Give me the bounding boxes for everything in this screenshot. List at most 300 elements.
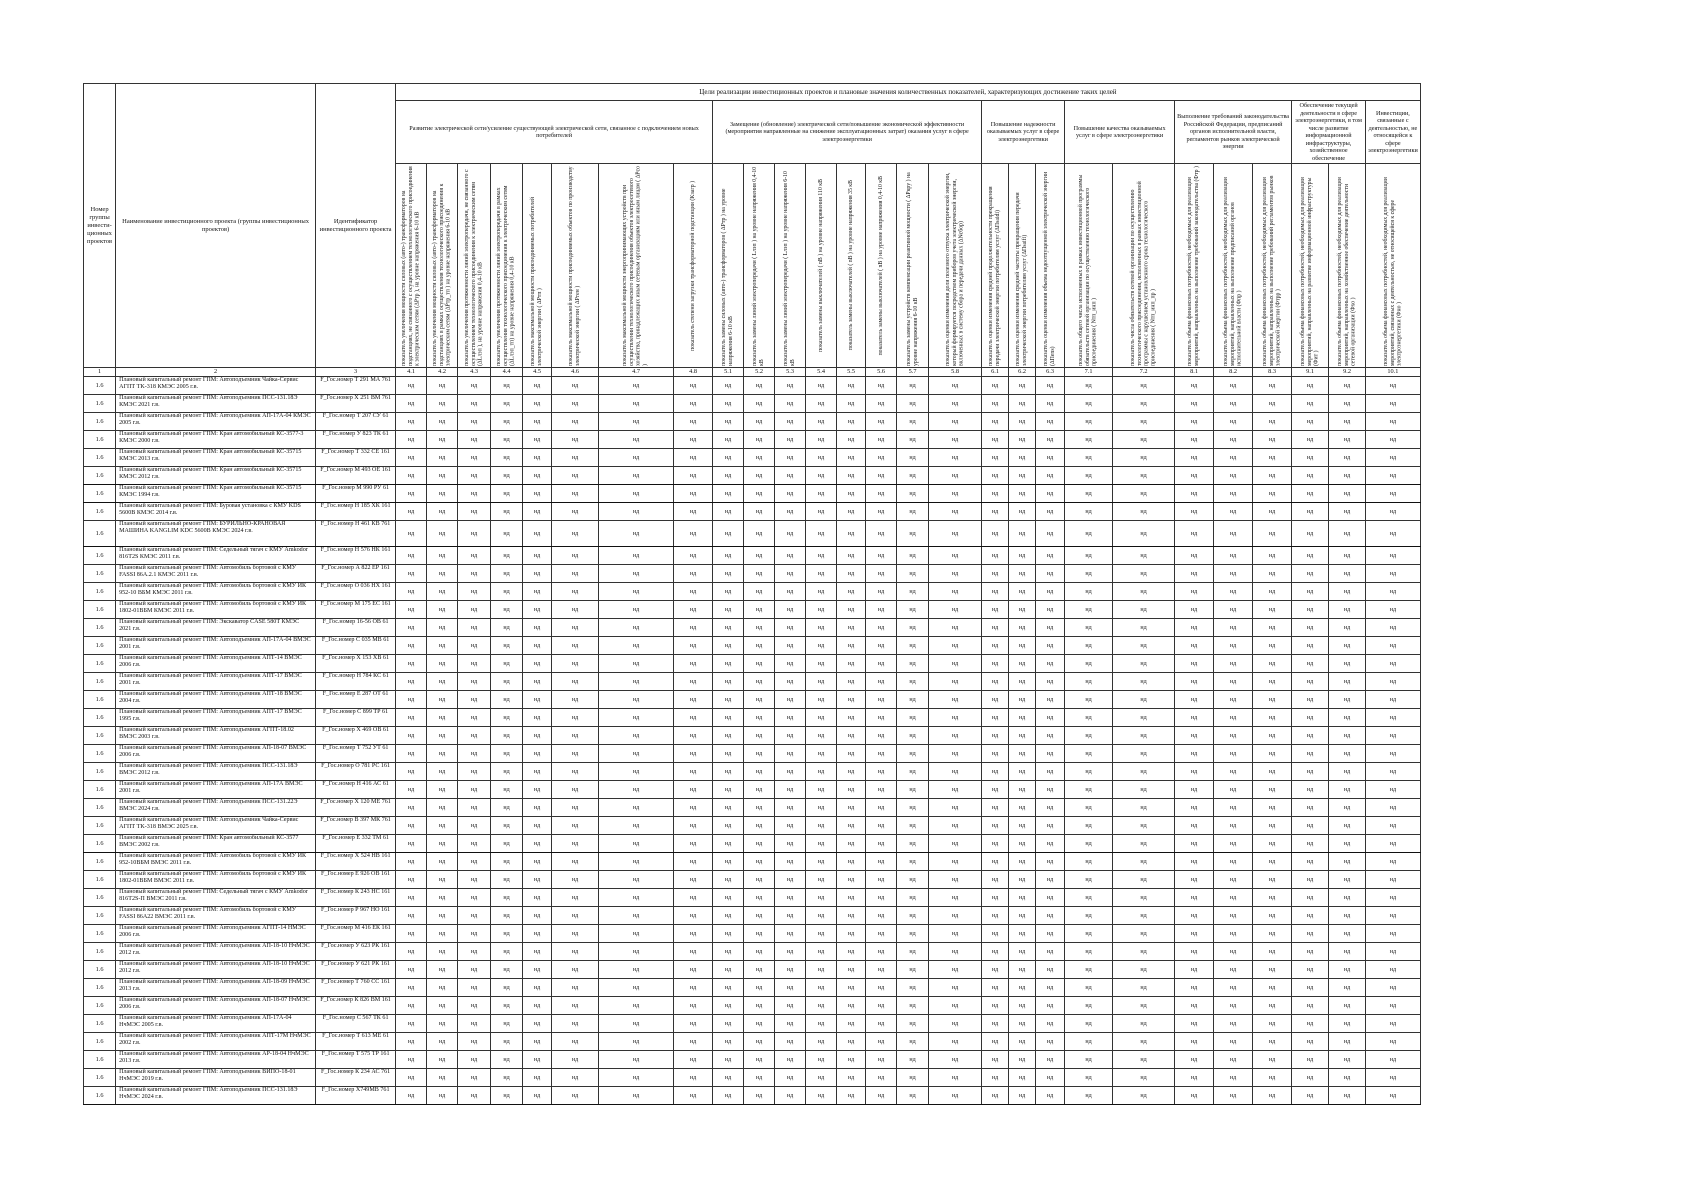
row-group-number: 1.6	[84, 1087, 116, 1105]
indicator-value: нд	[744, 1069, 775, 1087]
row-project-name: Плановый капитальный ремонт ГПМ: Автоподъемник АП-18-09 НчМЭС 2013 г.в.	[116, 979, 316, 997]
indicator-value: нд	[713, 1051, 744, 1069]
indicator-value: нд	[674, 997, 713, 1015]
indicator-value: нд	[866, 691, 897, 709]
indicator-value: нд	[1214, 727, 1253, 745]
indicator-value: нд	[552, 619, 599, 637]
indicator-value: нд	[1036, 1015, 1065, 1033]
indicator-value: нд	[1175, 547, 1214, 565]
indicator-value: нд	[837, 997, 866, 1015]
table-row	[84, 673, 1421, 691]
indicator-value: нд	[1214, 763, 1253, 781]
indicator-value: нд	[775, 961, 806, 979]
indicator-value: нд	[552, 547, 599, 565]
indicator-value: нд	[396, 997, 427, 1015]
row-group-number: 1.6	[84, 907, 116, 925]
indicator-label: показатель увеличения протяженности линий электропередачи в рамках осуществления технологического присоединения к электрическим сетям (ΔLлэп_тп) на уровне напряжения 0,4-10 кВ	[496, 185, 516, 366]
row-project-id: F_Гос.номер У 623 РК 161	[316, 943, 396, 961]
column-number: 9.1	[1292, 368, 1329, 377]
indicator-value: нд	[491, 763, 523, 781]
row-group-number: 1.6	[84, 431, 116, 449]
indicator-value: нд	[866, 835, 897, 853]
row-group-number: 1.6	[84, 889, 116, 907]
indicator-value: нд	[427, 583, 458, 601]
header-row-goals	[84, 84, 1421, 101]
indicator-value: нд	[897, 377, 929, 395]
indicator-value: нд	[806, 583, 837, 601]
indicator-value: нд	[1292, 871, 1329, 889]
indicator-value: нд	[491, 781, 523, 799]
indicator-value: нд	[523, 637, 552, 655]
indicator-value: нд	[396, 961, 427, 979]
indicator-value: нд	[1175, 889, 1214, 907]
indicator-value: нд	[1329, 467, 1366, 485]
row-project-id: F_Гос.номер С 567 ТК 61	[316, 1015, 396, 1033]
indicator-value: нд	[897, 997, 929, 1015]
row-project-name: Плановый капитальный ремонт ГПМ: Кран автомобильный КС-3577 ВМЭС 2002 г.в.	[116, 835, 316, 853]
indicator-value: нд	[396, 655, 427, 673]
indicator-value: нд	[552, 961, 599, 979]
indicator-value: нд	[1113, 601, 1175, 619]
table-row	[84, 655, 1421, 673]
row-project-id: F_Гос.номер С 035 МВ 61	[316, 637, 396, 655]
table-row	[84, 727, 1421, 745]
indicator-value: нд	[982, 503, 1009, 521]
indicator-value: нд	[806, 1069, 837, 1087]
indicator-value: нд	[866, 799, 897, 817]
indicator-value: нд	[982, 763, 1009, 781]
indicator-value: нд	[1036, 727, 1065, 745]
indicator-value: нд	[1175, 925, 1214, 943]
indicator-value: нд	[775, 1033, 806, 1051]
indicator-value: нд	[744, 377, 775, 395]
indicator-value: нд	[523, 449, 552, 467]
indicator-label: показатель замены устройств компенсации реактивной мощности ( ΔPкру ) на уровне напряжения 6-10 кВ	[905, 171, 919, 366]
indicator-value: нд	[1175, 1069, 1214, 1087]
indicator-value: нд	[599, 377, 674, 395]
indicator-value: нд	[1175, 817, 1214, 835]
indicator-value: нд	[982, 1015, 1009, 1033]
indicator-value: нд	[982, 395, 1009, 413]
indicator-value: нд	[713, 655, 744, 673]
indicator-value: нд	[396, 521, 427, 547]
indicator-value: нд	[427, 817, 458, 835]
row-project-id: F_Гос.номер М 990 РУ 61	[316, 485, 396, 503]
indicator-value: нд	[897, 691, 929, 709]
indicator-value: нд	[1009, 503, 1036, 521]
indicator-label: показатель замены выключателей ( nВ ) на уровне напряжения 110 кВ	[817, 179, 824, 352]
indicator-value: нд	[897, 961, 929, 979]
indicator-value: нд	[396, 503, 427, 521]
indicator-value: нд	[427, 413, 458, 431]
indicator-value: нд	[458, 907, 491, 925]
indicator-value: нд	[1329, 503, 1366, 521]
column-number: 8.1	[1175, 368, 1214, 377]
indicator-value: нд	[1036, 547, 1065, 565]
indicator-value: нд	[523, 727, 552, 745]
indicator-value: нд	[1036, 655, 1065, 673]
column-number: 6.1	[982, 368, 1009, 377]
table-row	[84, 377, 1421, 395]
indicator-value: нд	[929, 1087, 982, 1105]
column-number: 8.3	[1253, 368, 1292, 377]
indicator-value: нд	[897, 521, 929, 547]
indicator-value: нд	[775, 619, 806, 637]
indicator-value: нд	[427, 547, 458, 565]
indicator-value: нд	[1009, 655, 1036, 673]
column-number: 5.8	[929, 368, 982, 377]
indicator-label: показатель объема финансовых потребностей, необходимых для реализации мероприятий, направленных на выполнение требований законодательства (Фтр )	[1187, 165, 1201, 366]
indicator-value: нд	[775, 565, 806, 583]
indicator-value: нд	[396, 781, 427, 799]
indicator-value: нд	[1366, 997, 1421, 1015]
column-number: 4.1	[396, 368, 427, 377]
indicator-value: нд	[982, 1033, 1009, 1051]
indicator-value: нд	[1036, 1051, 1065, 1069]
indicator-value: нд	[1036, 997, 1065, 1015]
indicator-value: нд	[897, 1087, 929, 1105]
row-project-id: F_Гос.номер Т 291 МА 761	[316, 377, 396, 395]
indicator-value: нд	[458, 1033, 491, 1051]
indicator-value: нд	[1065, 835, 1113, 853]
indicator-value: нд	[396, 601, 427, 619]
indicator-value: нд	[866, 979, 897, 997]
indicator-value: нд	[552, 709, 599, 727]
indicator-value: нд	[1253, 1087, 1292, 1105]
row-group-number: 1.6	[84, 763, 116, 781]
indicator-value: нд	[1366, 1069, 1421, 1087]
category-header: Замещение (обновление) электрической сети/повышение экономической эффективности (мероприятия направленные на снижение эксплуатационных затрат) оказания услуг в сфере электроэнергетики	[713, 101, 982, 164]
indicator-value: нд	[1292, 637, 1329, 655]
indicator-value: нд	[837, 979, 866, 997]
indicator-value: нд	[552, 395, 599, 413]
indicator-value: нд	[523, 1033, 552, 1051]
indicator-value: нд	[1175, 467, 1214, 485]
indicator-value: нд	[491, 395, 523, 413]
indicator-value: нд	[929, 997, 982, 1015]
indicator-value: нд	[427, 467, 458, 485]
indicator-value: нд	[458, 413, 491, 431]
indicator-value: нд	[713, 889, 744, 907]
indicator-value: нд	[897, 449, 929, 467]
indicator-value: нд	[427, 925, 458, 943]
indicator-value: нд	[396, 799, 427, 817]
indicator-value: нд	[837, 547, 866, 565]
table-row	[84, 871, 1421, 889]
indicator-value: нд	[1175, 853, 1214, 871]
row-project-name: Плановый капитальный ремонт ГПМ: Автоподъемник АПТ-18 ВМЭС 2004 г.в.	[116, 691, 316, 709]
indicator-value: нд	[866, 485, 897, 503]
row-group-number: 1.6	[84, 781, 116, 799]
indicator-value: нд	[1036, 709, 1065, 727]
table-row	[84, 799, 1421, 817]
indicator-value: нд	[1065, 1051, 1113, 1069]
indicator-header	[713, 164, 744, 368]
indicator-value: нд	[599, 485, 674, 503]
indicator-value: нд	[1292, 745, 1329, 763]
indicator-value: нд	[897, 583, 929, 601]
indicator-value: нд	[674, 565, 713, 583]
indicator-value: нд	[458, 449, 491, 467]
indicator-value: нд	[458, 925, 491, 943]
indicator-value: нд	[427, 449, 458, 467]
indicator-value: нд	[1065, 601, 1113, 619]
indicator-value: нд	[599, 673, 674, 691]
indicator-value: нд	[1292, 485, 1329, 503]
indicator-value: нд	[1292, 781, 1329, 799]
indicator-value: нд	[744, 889, 775, 907]
indicator-value: нд	[929, 979, 982, 997]
indicator-value: нд	[458, 619, 491, 637]
indicator-value: нд	[599, 655, 674, 673]
indicator-value: нд	[775, 1015, 806, 1033]
indicator-value: нд	[1366, 583, 1421, 601]
indicator-header	[775, 164, 806, 368]
indicator-value: нд	[929, 521, 982, 547]
indicator-value: нд	[599, 619, 674, 637]
indicator-value: нд	[866, 601, 897, 619]
indicator-value: нд	[552, 1051, 599, 1069]
indicator-value: нд	[1214, 925, 1253, 943]
indicator-label: показатель оценки изменения средней продолжительности прекращения передачи электрической энергии потребителям услуг (ΔПsaidi)	[988, 185, 1002, 366]
table-row	[84, 449, 1421, 467]
indicator-value: нд	[775, 467, 806, 485]
indicator-value: нд	[837, 637, 866, 655]
indicator-value: нд	[552, 979, 599, 997]
indicator-value: нд	[1065, 1033, 1113, 1051]
indicator-value: нд	[897, 1069, 929, 1087]
indicator-value: нд	[396, 691, 427, 709]
indicator-value: нд	[744, 413, 775, 431]
indicator-value: нд	[427, 601, 458, 619]
indicator-value: нд	[1175, 709, 1214, 727]
indicator-header	[1175, 164, 1214, 368]
indicator-value: нд	[1292, 673, 1329, 691]
indicator-value: нд	[1113, 745, 1175, 763]
indicator-value: нд	[1253, 1051, 1292, 1069]
indicator-value: нд	[1036, 431, 1065, 449]
indicator-value: нд	[599, 781, 674, 799]
column-number: 10.1	[1366, 368, 1421, 377]
indicator-value: нд	[1329, 889, 1366, 907]
indicator-value: нд	[1292, 835, 1329, 853]
indicator-value: нд	[1065, 565, 1113, 583]
indicator-value: нд	[982, 961, 1009, 979]
indicator-value: нд	[1292, 709, 1329, 727]
indicator-value: нд	[837, 503, 866, 521]
indicator-value: нд	[458, 377, 491, 395]
indicator-value: нд	[599, 691, 674, 709]
indicator-value: нд	[1009, 601, 1036, 619]
indicator-value: нд	[491, 1069, 523, 1087]
indicator-value: нд	[982, 817, 1009, 835]
row-project-id: F_Гос.номер В 397 МК 761	[316, 817, 396, 835]
indicator-value: нд	[1009, 817, 1036, 835]
indicator-header	[458, 164, 491, 368]
indicator-value: нд	[674, 943, 713, 961]
indicator-value: нд	[744, 709, 775, 727]
indicator-value: нд	[775, 889, 806, 907]
goals-header: Цели реализации инвестиционных проектов и плановые значения количественных показателей, характеризующих достижение таких целей	[396, 84, 1421, 101]
indicator-value: нд	[1009, 835, 1036, 853]
indicator-value: нд	[775, 655, 806, 673]
indicator-value: нд	[806, 889, 837, 907]
table-row	[84, 601, 1421, 619]
indicator-value: нд	[744, 655, 775, 673]
indicator-value: нд	[866, 817, 897, 835]
indicator-value: нд	[1175, 835, 1214, 853]
indicator-value: нд	[523, 745, 552, 763]
indicator-value: нд	[523, 835, 552, 853]
indicator-value: нд	[1253, 619, 1292, 637]
indicator-header	[929, 164, 982, 368]
indicator-value: нд	[458, 871, 491, 889]
indicator-value: нд	[744, 925, 775, 943]
indicator-value: нд	[1329, 907, 1366, 925]
indicator-value: нд	[458, 655, 491, 673]
indicator-value: нд	[1214, 709, 1253, 727]
indicator-value: нд	[1113, 1033, 1175, 1051]
header-project-id: Идентификатор инвестиционного проекта	[316, 84, 396, 368]
indicator-value: нд	[1009, 449, 1036, 467]
indicator-value: нд	[552, 727, 599, 745]
table-row	[84, 413, 1421, 431]
indicator-value: нд	[458, 503, 491, 521]
indicator-value: нд	[1329, 655, 1366, 673]
indicator-value: нд	[1253, 485, 1292, 503]
indicator-label: показатель объема финансовых потребностей, необходимых для реализации мероприятий, направленных на развитие информационной инфраструктуры (Фит )	[1299, 176, 1320, 366]
indicator-header	[674, 164, 713, 368]
row-group-number: 1.6	[84, 871, 116, 889]
indicator-value: нд	[1065, 979, 1113, 997]
indicator-value: нд	[744, 601, 775, 619]
indicator-value: нд	[713, 763, 744, 781]
indicator-value: нд	[713, 601, 744, 619]
indicator-value: нд	[396, 763, 427, 781]
indicator-value: нд	[1065, 853, 1113, 871]
indicator-value: нд	[837, 1033, 866, 1051]
indicator-value: нд	[866, 413, 897, 431]
indicator-value: нд	[674, 781, 713, 799]
column-number: 5.5	[837, 368, 866, 377]
indicator-value: нд	[1329, 763, 1366, 781]
indicator-value: нд	[775, 907, 806, 925]
indicator-value: нд	[599, 547, 674, 565]
indicator-value: нд	[1366, 943, 1421, 961]
indicator-value: нд	[552, 997, 599, 1015]
indicator-value: нд	[523, 799, 552, 817]
row-project-id: F_Гос.номер К 826 ВМ 161	[316, 997, 396, 1015]
indicator-value: нд	[744, 547, 775, 565]
indicator-value: нд	[427, 961, 458, 979]
indicator-value: нд	[1113, 1087, 1175, 1105]
indicator-value: нд	[1292, 521, 1329, 547]
row-group-number: 1.6	[84, 485, 116, 503]
indicator-value: нд	[458, 763, 491, 781]
row-project-name: Плановый капитальный ремонт ГПМ: Автоподъемник АП-17А-04 ВМЭС 2001 г.в.	[116, 637, 316, 655]
indicator-value: нд	[806, 413, 837, 431]
table-row	[84, 521, 1421, 547]
column-number: 4.4	[491, 368, 523, 377]
row-group-number: 1.6	[84, 943, 116, 961]
indicator-value: нд	[1009, 521, 1036, 547]
indicator-value: нд	[837, 817, 866, 835]
indicator-value: нд	[1036, 763, 1065, 781]
indicator-value: нд	[674, 547, 713, 565]
indicator-value: нд	[1214, 637, 1253, 655]
table-row	[84, 1069, 1421, 1087]
indicator-value: нд	[1009, 431, 1036, 449]
indicator-value: нд	[396, 449, 427, 467]
indicator-value: нд	[674, 691, 713, 709]
indicator-value: нд	[744, 961, 775, 979]
indicator-value: нд	[427, 655, 458, 673]
indicator-value: нд	[1366, 817, 1421, 835]
indicator-value: нд	[1113, 727, 1175, 745]
indicator-value: нд	[982, 691, 1009, 709]
indicator-value: нд	[491, 673, 523, 691]
indicator-value: нд	[1214, 547, 1253, 565]
row-project-name: Плановый капитальный ремонт ГПМ: Автоподъемник АП-18-07 НчМЭС 2006 г.в.	[116, 997, 316, 1015]
indicator-value: нд	[713, 835, 744, 853]
indicator-value: нд	[982, 979, 1009, 997]
indicator-value: нд	[552, 835, 599, 853]
indicator-value: нд	[674, 583, 713, 601]
indicator-header	[1214, 164, 1253, 368]
indicator-value: нд	[713, 547, 744, 565]
indicator-value: нд	[491, 565, 523, 583]
indicator-value: нд	[1214, 467, 1253, 485]
indicator-value: нд	[1065, 431, 1113, 449]
indicator-value: нд	[929, 691, 982, 709]
table-row	[84, 1033, 1421, 1051]
indicator-value: нд	[837, 727, 866, 745]
indicator-value: нд	[1175, 601, 1214, 619]
indicator-value: нд	[713, 637, 744, 655]
indicator-value: нд	[1253, 655, 1292, 673]
indicator-value: нд	[713, 745, 744, 763]
indicator-value: нд	[491, 727, 523, 745]
indicator-value: нд	[1253, 853, 1292, 871]
row-project-name: Плановый капитальный ремонт ГПМ: Автоподъемник АП-17А ВМЭС 2001 г.в.	[116, 781, 316, 799]
indicator-value: нд	[897, 799, 929, 817]
indicator-value: нд	[929, 835, 982, 853]
indicator-value: нд	[1329, 1069, 1366, 1087]
indicator-value: нд	[427, 943, 458, 961]
row-project-id: F_Гос.номер У 621 РК 161	[316, 961, 396, 979]
indicator-value: нд	[552, 817, 599, 835]
indicator-value: нд	[427, 619, 458, 637]
indicator-value: нд	[1292, 1033, 1329, 1051]
indicator-value: нд	[1253, 503, 1292, 521]
indicator-value: нд	[744, 1033, 775, 1051]
indicator-value: нд	[1036, 619, 1065, 637]
row-project-name: Плановый капитальный ремонт ГПМ: БУРИЛЬНО-КРАНОВАЯ МАШИНА KANGLIM KDC 5600В КМЭС 2024 г.в.	[116, 521, 316, 547]
indicator-header	[866, 164, 897, 368]
indicator-value: нд	[491, 997, 523, 1015]
indicator-value: нд	[775, 413, 806, 431]
indicator-value: нд	[837, 395, 866, 413]
indicator-value: нд	[458, 431, 491, 449]
indicator-value: нд	[491, 835, 523, 853]
indicator-value: нд	[1366, 907, 1421, 925]
indicator-value: нд	[674, 601, 713, 619]
indicator-label: показатель оценки изменения объема недоотпущенной электрической энергии (ΔПens)	[1043, 171, 1057, 366]
indicator-value: нд	[458, 853, 491, 871]
indicator-value: нд	[599, 637, 674, 655]
indicator-value: нд	[552, 503, 599, 521]
indicator-value: нд	[491, 1015, 523, 1033]
